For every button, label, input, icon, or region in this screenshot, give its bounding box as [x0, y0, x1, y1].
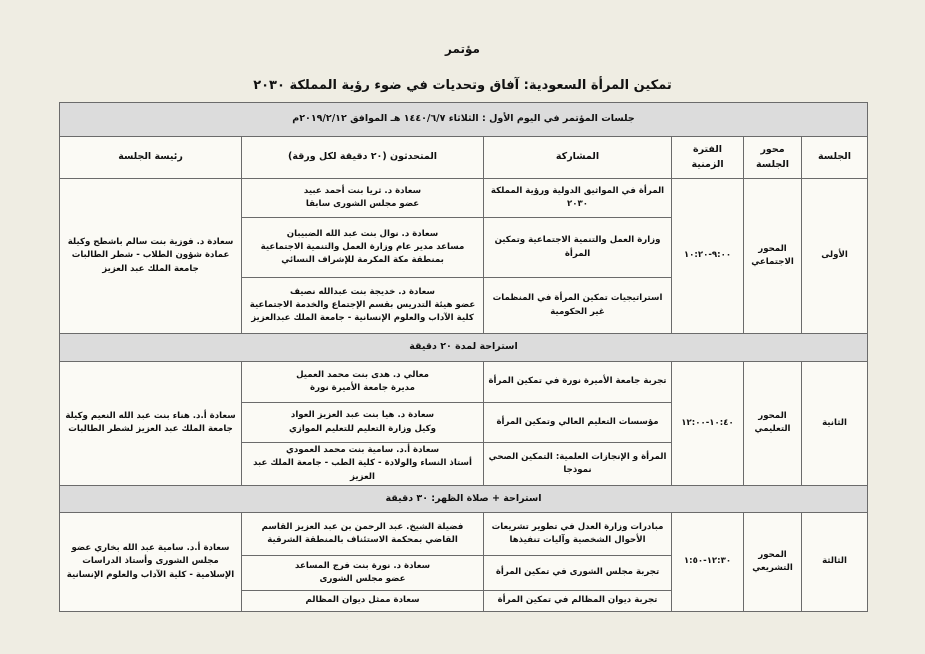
speaker-name: فضيلة الشيخ. عبد الرحمن بن عبد العزيز القاسم	[261, 521, 464, 532]
col-session-header: الجلسة	[802, 137, 868, 179]
paper-title: مبادرات وزارة العدل في تطوير تشريعات الأحوال الشخصية وآليات تنفيذها	[484, 512, 672, 555]
speaker-name: سعادة د. نورة بنت فرج المساعد	[295, 560, 431, 571]
speaker-cell	[242, 555, 484, 590]
speaker-name: معالي د. هدى بنت محمد العميل	[296, 369, 429, 380]
speaker-name: سعادة ممثل ديوان المظالم	[305, 595, 420, 606]
speaker-detail: عضو مجلس الشورى سابقا	[305, 199, 420, 209]
day-banner-row	[60, 103, 868, 137]
speaker-cell	[242, 590, 484, 611]
speaker-name: سعادة د. هيا بنت عبد العزيز العواد	[290, 410, 435, 421]
col-axis-header: محور الجلسة	[744, 137, 802, 179]
table-row	[60, 512, 868, 555]
session-chair: سعادة د. فوزية بنت سالم باشطح وكيلة عمادة شؤون الطلاب - شطر الطالبات جامعة الملك عبد العزيز	[60, 179, 242, 334]
col-time-header: الفترة الزمنية	[672, 137, 744, 179]
day-banner: جلسات المؤتمر في اليوم الأول : الثلاثاء ١٤٤٠/٦/٧ هـ الموافق ٢٠١٩/٢/١٢م	[60, 103, 868, 137]
speaker-name: سعادة د. نوال بنت عبد الله الضبيبان	[286, 228, 439, 239]
conference-title: تمكين المرأة السعودية: آفاق وتحديات في ضوء رؤية المملكة ٢٠٣٠	[253, 78, 672, 93]
session-name: الثالثة	[802, 512, 868, 611]
paper-title: استراتيجيات تمكين المرأة في المنظمات غير الحكومية	[484, 278, 672, 334]
speaker-name: سعادة د. ثريا بنت أحمد عبيد	[303, 185, 422, 196]
speaker-cell	[242, 218, 484, 278]
session-name: الثانية	[802, 362, 868, 486]
header-row	[60, 137, 868, 179]
speaker-detail: وكيل وزارة التعليم للتعليم الموازي	[289, 423, 436, 434]
session-chair: سعادة أ.د. سامية عبد الله بخاري عضو مجلس الشورى وأستاذ الدراسات الإسلامية - كلية الآداب والعلوم الإنسانية	[60, 512, 242, 611]
break-label: استراحة + صلاة الظهر: ٣٠ دقيقة	[60, 485, 868, 512]
paper-title: المرأة و الإنجازات العلمية: التمكين الصحي نموذجا	[484, 443, 672, 486]
paper-title: وزارة العمل والتنمية الاجتماعية وتمكين المرأة	[484, 218, 672, 278]
session-name: الأولى	[802, 179, 868, 334]
session-time: ١٢:٣٠-١:٥٠	[672, 512, 744, 611]
conference-label: مؤتمر	[445, 42, 480, 56]
speaker-cell	[242, 362, 484, 403]
speaker-detail: عضو مجلس الشورى	[319, 573, 406, 584]
table-row	[60, 179, 868, 218]
session-axis: المحور التشريعي	[744, 512, 802, 611]
paper-title: تجربة جامعة الأميرة نورة في تمكين المرأة	[484, 362, 672, 403]
session-chair: سعادة أ.د. هناء بنت عبد الله النعيم وكيلة جامعة الملك عبد العزيز لشطر الطالبات	[60, 362, 242, 486]
session-time: ١٠:٤٠-١٢:٠٠	[672, 362, 744, 486]
paper-title: تجربة مجلس الشورى في تمكين المرأة	[484, 555, 672, 590]
break-row	[60, 485, 868, 512]
speaker-cell	[242, 278, 484, 334]
speaker-name: سعادة د. خديجة بنت عبدالله نصيف	[290, 286, 435, 297]
speaker-detail: عضو هيئة التدريس بقسم الإجتماع والخدمة الاجتماعية كلية الآداب والعلوم الإنسانية - جامعة الملك عبدالعزيز	[249, 299, 476, 324]
speaker-detail: مديرة جامعة الأميرة نورة	[310, 383, 415, 393]
speaker-detail: أستاذ النساء والولادة - كلية الطب - جامعة الملك عبد العزيز	[253, 458, 472, 482]
speaker-detail: مساعد مدير عام وزارة العمل والتنمية الاجتماعية بمنطقة مكة المكرمة للإشراف النسائي	[260, 241, 465, 266]
break-row	[60, 334, 868, 362]
speaker-cell	[242, 512, 484, 555]
paper-title: المرأة في المواثيق الدولية ورؤية المملكة ٢٠٣٠	[484, 179, 672, 218]
paper-title: مؤسسات التعليم العالي وتمكين المرأة	[484, 403, 672, 443]
session-axis: المحور الاجتماعي	[744, 179, 802, 334]
speaker-cell	[242, 443, 484, 486]
session-time: ٩:٠٠-١٠:٢٠	[672, 179, 744, 334]
paper-title: تجربة ديوان المظالم في تمكين المرأة	[484, 590, 672, 611]
speaker-cell	[242, 179, 484, 218]
table-row	[60, 362, 868, 403]
speaker-cell	[242, 403, 484, 443]
col-chair-header: رئيسة الجلسة	[60, 137, 242, 179]
speaker-name: سعادة أ.د. سامية بنت محمد العمودي	[285, 445, 440, 455]
schedule-table	[59, 102, 868, 612]
session-axis: المحور التعليمي	[744, 362, 802, 486]
speaker-detail: القاضي بمحكمة الاستئناف بالمنطقة الشرقية	[267, 534, 458, 545]
col-speakers-header: المتحدثون (٢٠ دقيقة لكل ورقة)	[242, 137, 484, 179]
break-label: استراحة لمدة ٢٠ دقيقة	[60, 334, 868, 362]
col-participation-header: المشاركة	[484, 137, 672, 179]
